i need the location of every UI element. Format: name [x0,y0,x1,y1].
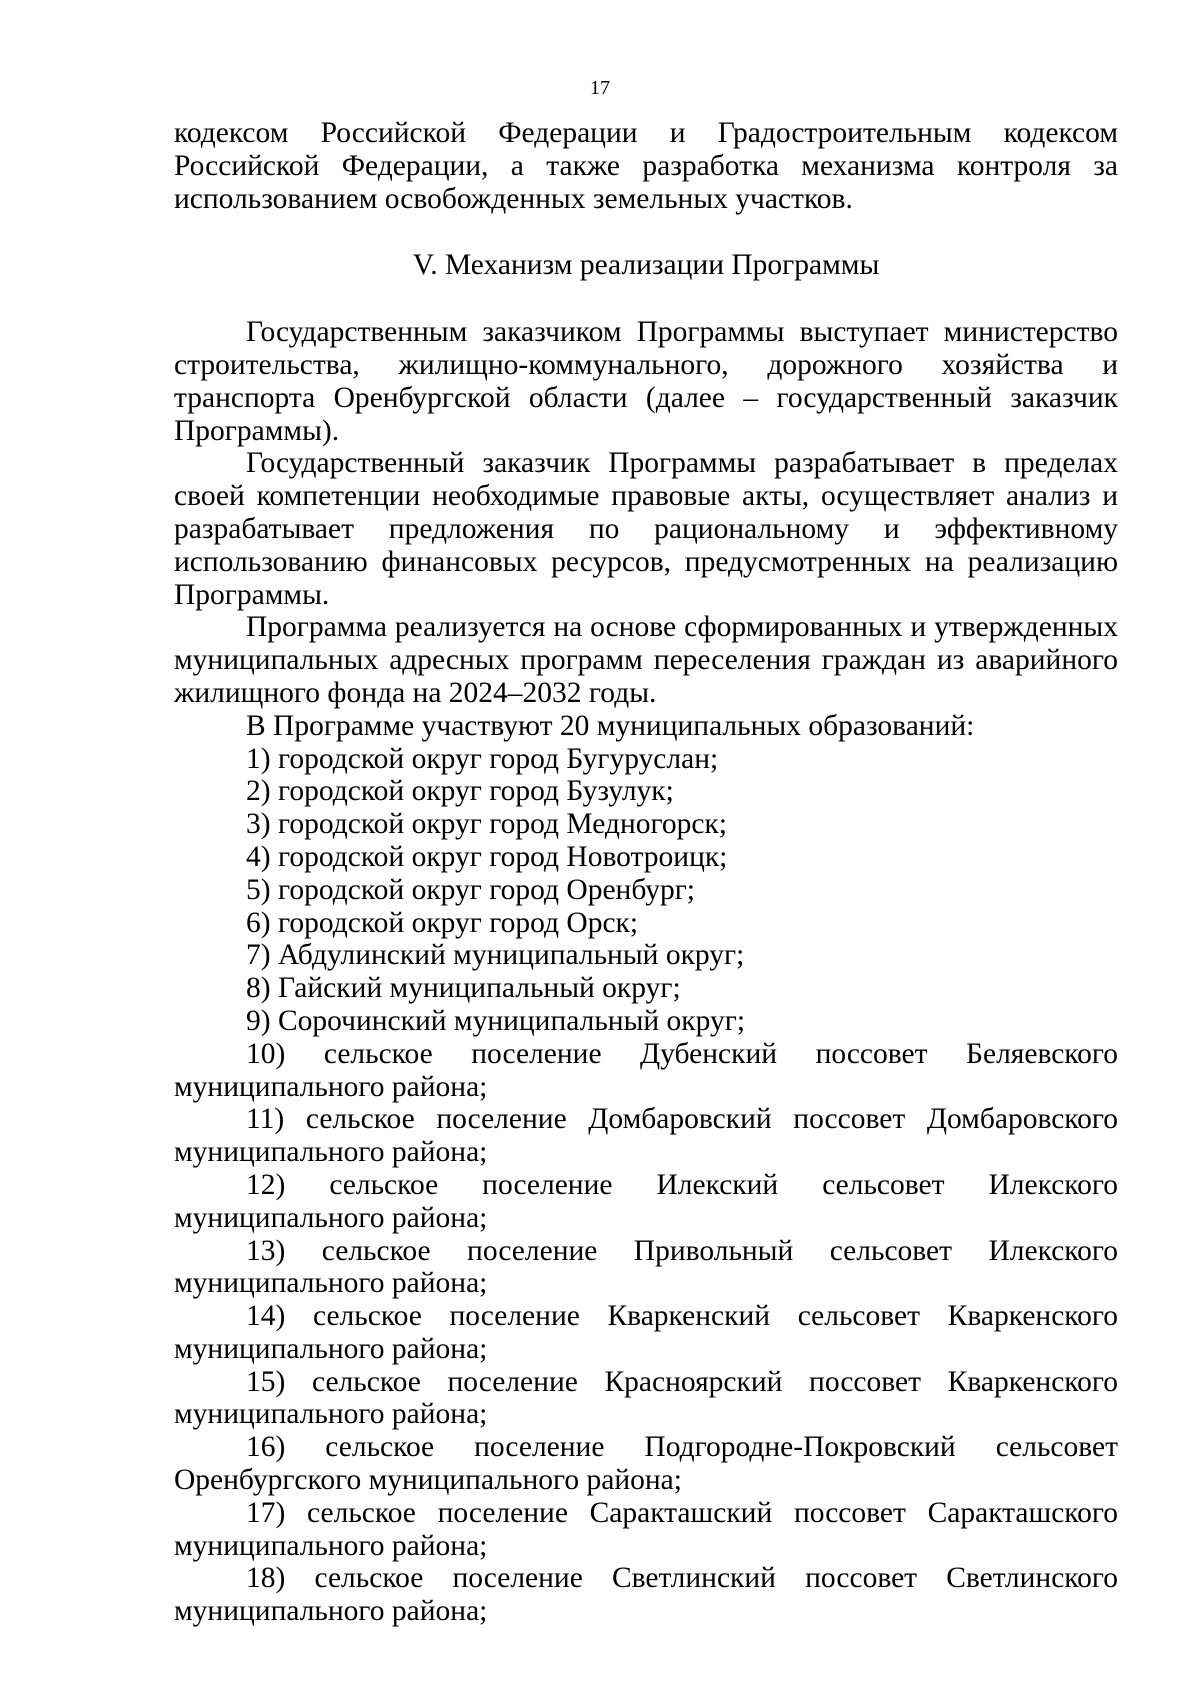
document-body [174,117,1118,1628]
list-item [174,1431,1118,1497]
list-item-number: 15) [246,1365,286,1398]
list-item-text: городской округ город Новотроицк; [277,840,728,873]
paragraph: Государственный заказчик Программы разрабатывает в пределах своей компетенции необходимые правовые акты, осуществляет анализ и разрабатывает предложения по рациональному и эффективному использованию финансовых ресурсов, предусмотренных на реализацию Программы. [174,447,1118,611]
list-item [174,1038,1118,1104]
municipality-list [174,743,1118,1629]
list-item-number: 18) [246,1562,286,1595]
list-item-text: сельское поселение Подгородне-Покровский сельсовет Оренбургского муниципального района; [174,1431,1118,1497]
list-item [174,1366,1118,1432]
paragraph: Программа реализуется на основе сформированных и утвержденных муниципальных адресных программ переселения граждан из аварийного жилищного фонда на 2024–2032 годы. [174,611,1118,709]
list-item-text: сельское поселение Красноярский поссовет Кваркенского муниципального района; [174,1365,1119,1431]
list-item-text: сельское поселение Илекский сельсовет Илекского муниципального района; [174,1168,1119,1234]
list-item-number: 9) [246,1004,271,1037]
list-item-number: 11) [246,1103,285,1136]
list-item [174,808,1118,841]
section-heading: V. Механизм реализации Программы [412,249,880,282]
list-item [174,1497,1118,1563]
list-item [174,939,1118,972]
list-item-text: сельское поселение Домбаровский поссовет Домбаровского муниципального района; [174,1103,1118,1169]
list-item-text: городской округ город Бугуруслан; [277,742,719,775]
list-item [174,972,1118,1005]
list-item [174,1005,1118,1038]
list-item-number: 13) [246,1234,286,1267]
list-item-number: 6) [246,906,271,939]
list-item-number: 5) [246,873,271,906]
list-item-number: 4) [246,840,271,873]
list-item [174,874,1118,907]
list-item-number: 16) [246,1431,286,1464]
list-item-text: Гайский муниципальный округ; [277,972,681,1005]
list-item [174,1103,1118,1169]
list-item [174,1169,1118,1235]
list-item [174,743,1118,776]
list-item-number: 12) [246,1168,286,1201]
list-item-text: Сорочинский муниципальный округ; [277,1004,746,1037]
paragraph: В Программе участвуют 20 муниципальных образований: [246,709,975,742]
list-item-number: 3) [246,808,271,841]
list-item [174,1235,1118,1301]
list-item [174,1300,1118,1366]
list-item-text: сельское поселение Кваркенский сельсовет Кваркенского муниципального района; [174,1300,1118,1365]
list-item-number: 2) [246,775,271,808]
list-item-text: сельское поселение Привольный сельсовет Илекского муниципального района; [174,1234,1118,1300]
list-item-text: городской округ город Медногорск; [277,808,727,841]
list-item-text: сельское поселение Дубенский поссовет Беляевского муниципального района; [174,1037,1119,1103]
list-item-text: городской округ город Оренбург; [277,873,696,906]
list-item-number: 8) [246,972,271,1005]
list-item [174,1562,1118,1628]
list-item-text: городской округ город Бузулук; [277,775,674,808]
page-number: 17 [590,77,610,99]
list-item-number: 7) [246,939,271,972]
list-item [174,841,1118,874]
paragraph: Государственным заказчиком Программы выступает министерство строительства, жилищно-коммунального, дорожного хозяйства и транспорта Оренбургской области (далее – государственный заказчик Программы). [174,316,1118,447]
list-item-number: 14) [246,1300,286,1333]
list-item [174,907,1118,940]
list-item-number: 17) [246,1496,286,1529]
intro-paragraph: кодексом Российской Федерации и Градостроительным кодексом Российской Федерации, а также разработка механизма контроля за использованием освобожденных земельных участков. [174,117,1118,215]
list-item-text: сельское поселение Светлинский поссовет Светлинского муниципального района; [174,1562,1119,1628]
list-item [174,775,1118,808]
list-item-number: 1) [246,742,271,775]
list-item-text: сельское поселение Саракташский поссовет Саракташского муниципального района; [174,1496,1119,1562]
list-item-text: городской округ город Орск; [277,906,639,939]
list-item-number: 10) [246,1037,286,1070]
list-item-text: Абдулинский муниципальный округ; [277,939,745,972]
